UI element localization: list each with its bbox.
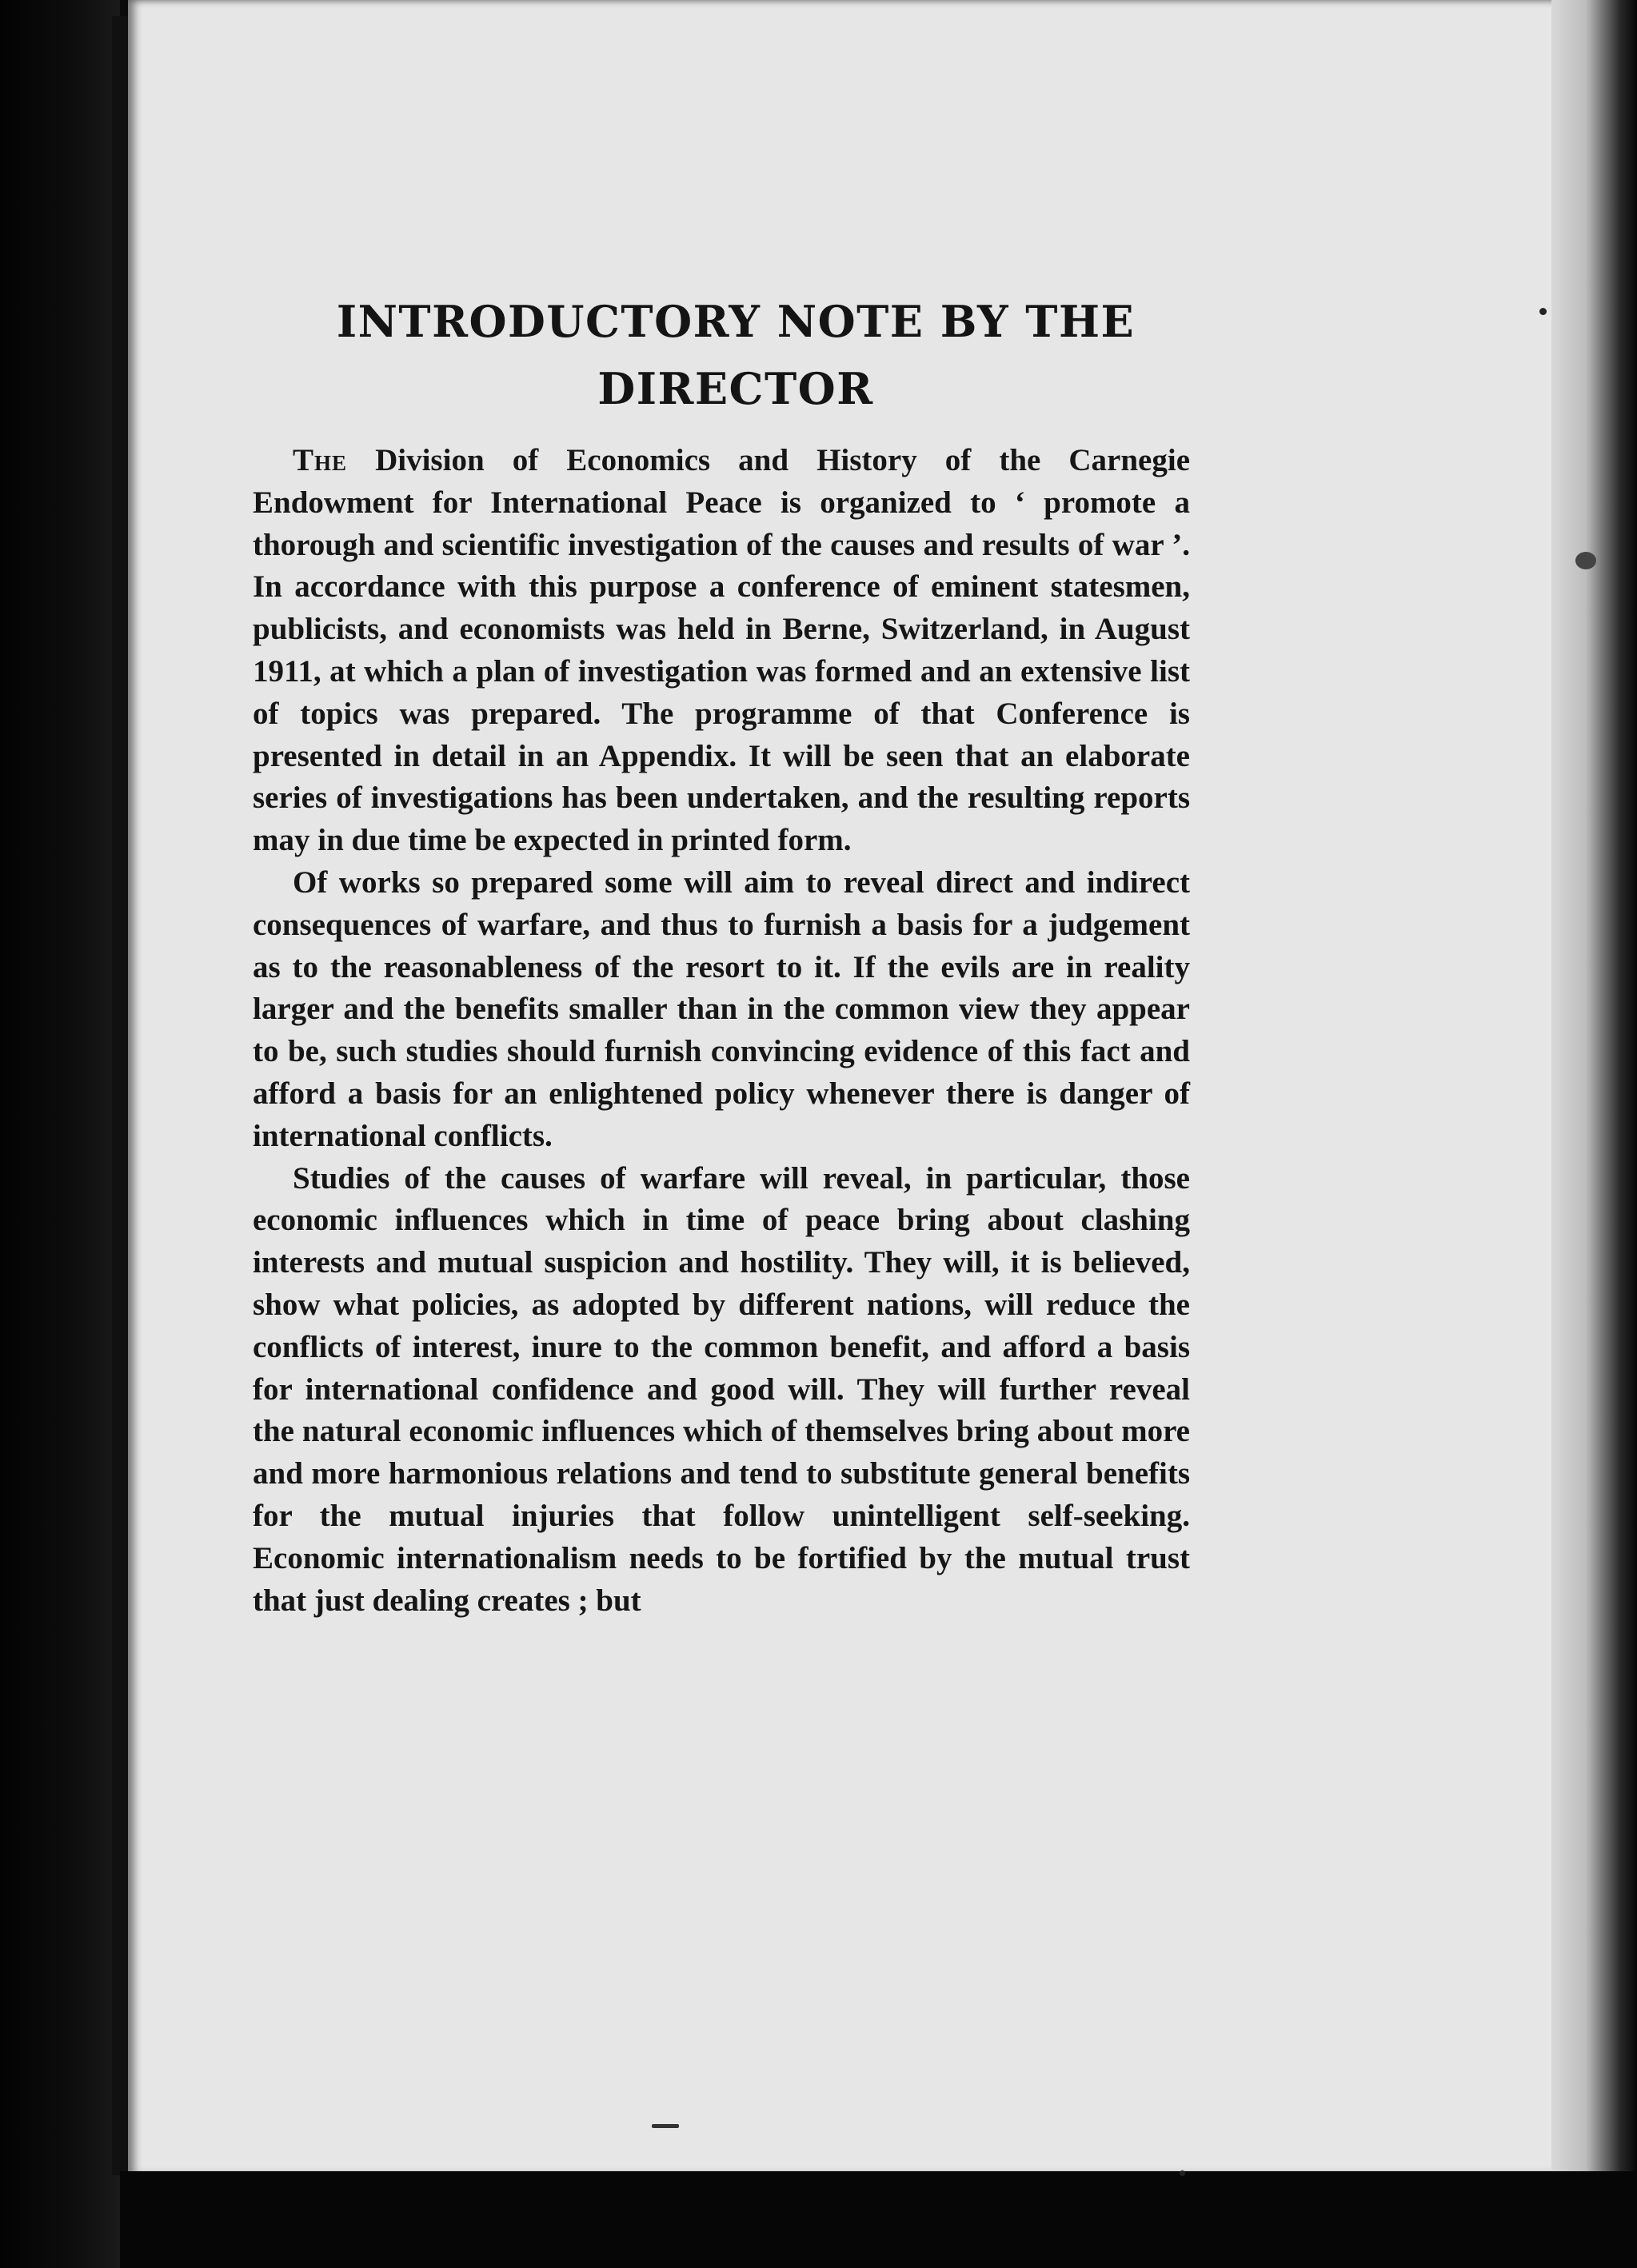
paragraph-2 bbox=[253, 862, 1190, 1158]
paragraph-1 bbox=[253, 440, 1190, 862]
paragraph-2-text: Of works so prepared some will aim to reveal direct and indirect consequences of warfare, and thus to furnish a basis for a judgement as to the reasonableness of the resort to it. If the evils are in reality larger and the benefits smaller than in the common view they appear to be, such studies should furnish convincing evidence of this fact and afford a basis for an enlightened policy whenever there is danger of international conflicts. bbox=[253, 864, 1190, 1153]
scan-speck bbox=[1180, 2170, 1185, 2176]
scan-speck bbox=[1575, 552, 1596, 569]
chapter-heading bbox=[128, 288, 1344, 422]
heading-line-1: INTRODUCTORY NOTE BY THE bbox=[336, 296, 1136, 347]
body-text bbox=[253, 440, 1190, 1622]
heading-line-2: DIRECTOR bbox=[597, 363, 874, 414]
paragraph-3 bbox=[253, 1158, 1190, 1623]
page-bottom-shadow bbox=[120, 2171, 1637, 2268]
book-spine-shadow bbox=[0, 0, 120, 2268]
page-right-edge bbox=[1551, 0, 1637, 2175]
scan-speck bbox=[1539, 308, 1547, 315]
paragraph-1-text: Division of Economics and History of the Carnegie Endowment for International Peace is organized to ‘ promote a thorough and scientific investigation of the causes and results of war ’. In accordance with this purpose a conference of eminent statesmen, publicists, and economists was held in Berne, Switzerland, in August 1911, at which a plan of investigation was formed and an extensive list of topics was prepared. The programme of that Conference is presented in detail in an Appendix. It will be seen that an elaborate series of investigations has been undertaken, and the resulting reports may in due time be expected in printed form. bbox=[253, 443, 1190, 858]
scan-speck bbox=[652, 2124, 679, 2128]
paragraph-1-lead: The bbox=[293, 443, 348, 477]
paragraph-3-text: Studies of the causes of warfare will reveal, in particular, those economic influences which in time of peace bring about clashing interests and mutual suspicion and hostility. They will, it is believed, show what policies, as adopted by different nations, will reduce the conflicts of interest, inure to the common benefit, and afford a basis for international confidence and good will. They will further reveal the natural economic influences which of themselves bring about more and more harmonious relations and tend to substitute general benefits for the mutual injuries that follow unintelligent self-seeking. Economic internationalism needs to be fortified by the mutual trust that just dealing creates ; but bbox=[253, 1160, 1190, 1618]
